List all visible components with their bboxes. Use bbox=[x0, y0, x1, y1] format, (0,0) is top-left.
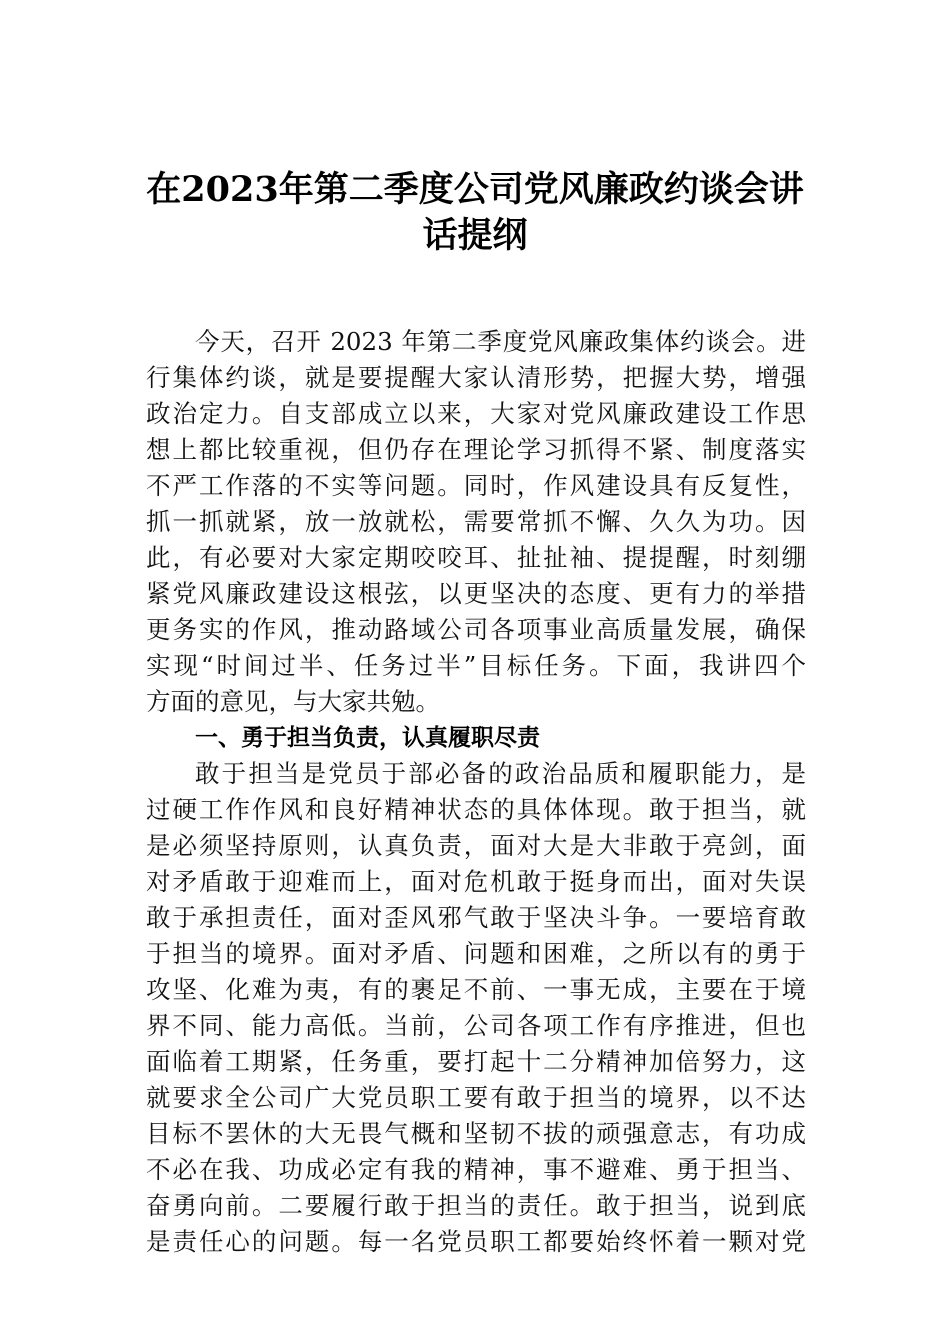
paragraph-1-line: 行集体约谈，就是要提醒大家认清形势，把握大势，增强 bbox=[146, 363, 806, 392]
paragraph-1-line: 今天，召开 2023 年第二季度党风廉政集体约谈会。进 bbox=[195, 327, 806, 356]
document-title-line-2: 话提纲 bbox=[422, 215, 528, 256]
document-title-line-1: 在2023年第二季度公司党风廉政约谈会讲 bbox=[146, 169, 804, 210]
section-heading-1: 一、勇于担当负责，认真履职尽责 bbox=[195, 725, 540, 751]
paragraph-2-line: 是责任心的问题。每一名党员职工都要始终怀着一颗对党 bbox=[146, 1227, 806, 1256]
paragraph-2-line: 是必须坚持原则，认真负责，面对大是大非敢于亮剑，面 bbox=[146, 831, 806, 860]
paragraph-1-line: 实现“时间过半、任务过半”目标任务。下面，我讲四个 bbox=[146, 651, 806, 680]
paragraph-2-line: 就要求全公司广大党员职工要有敢于担当的境界，以不达 bbox=[146, 1083, 806, 1112]
paragraph-2-line: 不必在我、功成必定有我的精神，事不避难、勇于担当、 bbox=[146, 1155, 806, 1184]
paragraph-2-line: 过硬工作作风和良好精神状态的具体体现。敢于担当，就 bbox=[146, 795, 806, 824]
paragraph-2-line: 对矛盾敢于迎难而上，面对危机敢于挺身而出，面对失误 bbox=[146, 867, 806, 896]
paragraph-2-line: 于担当的境界。面对矛盾、问题和困难，之所以有的勇于 bbox=[146, 939, 806, 968]
paragraph-2-line: 攻坚、化难为夷，有的裹足不前、一事无成，主要在于境 bbox=[146, 975, 806, 1004]
paragraph-1-line: 此，有必要对大家定期咬咬耳、扯扯袖、提提醒，时刻绷 bbox=[146, 543, 806, 572]
paragraph-1-line: 抓一抓就紧，放一放就松，需要常抓不懈、久久为功。因 bbox=[146, 507, 806, 536]
paragraph-2-line: 界不同、能力高低。当前，公司各项工作有序推进，但也 bbox=[146, 1011, 806, 1040]
paragraph-1-line: 方面的意见，与大家共勉。 bbox=[146, 687, 440, 716]
paragraph-1-line: 更务实的作风，推动路域公司各项事业高质量发展，确保 bbox=[146, 615, 806, 644]
paragraph-1-line: 紧党风廉政建设这根弦，以更坚决的态度、更有力的举措 bbox=[146, 579, 806, 608]
paragraph-2-line: 敢于承担责任，面对歪风邪气敢于坚决斗争。一要培育敢 bbox=[146, 903, 806, 932]
paragraph-2-line: 奋勇向前。二要履行敢于担当的责任。敢于担当，说到底 bbox=[146, 1191, 806, 1220]
paragraph-2-line: 目标不罢休的大无畏气概和坚韧不拔的顽强意志，有功成 bbox=[146, 1119, 806, 1148]
paragraph-2-line: 敢于担当是党员于部必备的政治品质和履职能力，是 bbox=[195, 759, 806, 788]
paragraph-2-line: 面临着工期紧，任务重，要打起十二分精神加倍努力，这 bbox=[146, 1047, 806, 1076]
paragraph-1-line: 不严工作落的不实等问题。同时，作风建设具有反复性， bbox=[146, 471, 806, 500]
paragraph-1-line: 政治定力。自支部成立以来，大家对党风廉政建设工作思 bbox=[146, 399, 806, 428]
paragraph-1-line: 想上都比较重视，但仍存在理论学习抓得不紧、制度落实 bbox=[146, 435, 806, 464]
